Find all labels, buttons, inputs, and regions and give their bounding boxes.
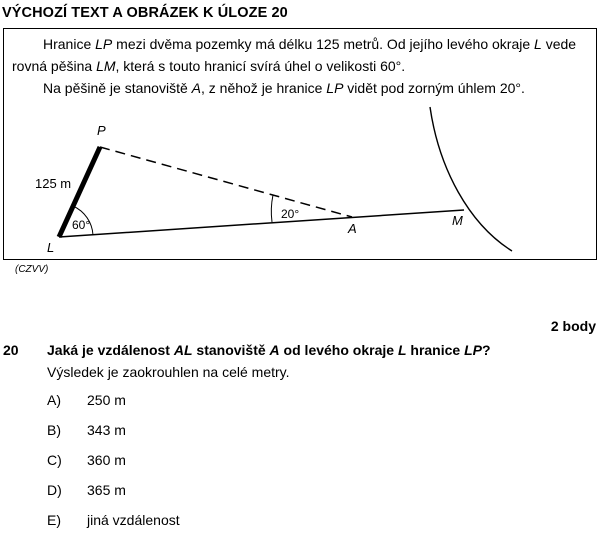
option-b[interactable]: B) 343 m: [47, 422, 126, 438]
label-a: A: [348, 221, 357, 236]
question-number: 20: [3, 342, 19, 358]
intro-line-2: rovná pěšina LM, která s touto hranicí svírá úhel o velikosti 60°.: [12, 58, 406, 74]
question-note: Výsledek je zaokrouhlen na celé metry.: [47, 364, 290, 380]
label-p: P: [97, 123, 106, 138]
option-c[interactable]: C) 360 m: [47, 452, 126, 468]
label-m: M: [452, 213, 463, 228]
intro-line-1: Hranice LP mezi dvěma pozemky má délku 125 metrů. Od jejího levého okraje L vede: [43, 36, 577, 52]
option-e[interactable]: E) jiná vzdálenost: [47, 512, 180, 528]
intro-line-3: Na pěšině je stanoviště A, z něhož je hranice LP vidět pod zorným úhlem 20°.: [43, 80, 525, 96]
angle-label-l: 60°: [72, 218, 91, 232]
sight-line-pa: [100, 147, 352, 217]
geometry-diagram: [4, 29, 598, 261]
angle-arc-a: [271, 195, 273, 222]
label-length: 125 m: [35, 176, 72, 191]
source-note: (CZVV): [15, 264, 49, 275]
answer-options: [47, 392, 180, 542]
option-a[interactable]: A) 250 m: [47, 392, 126, 408]
label-l: L: [47, 240, 55, 255]
question-text: Jaká je vzdálenost AL stanoviště A od levého okraje L hranice LP?: [47, 342, 491, 358]
path-lm: [59, 210, 464, 237]
option-d[interactable]: D) 365 m: [47, 482, 126, 498]
angle-label-a: 20°: [281, 207, 300, 221]
boundary-curve: [430, 107, 512, 251]
points-label: 2 body: [550, 318, 596, 334]
intro-box: [3, 28, 597, 260]
section-heading: VÝCHOZÍ TEXT A OBRÁZEK K ÚLOZE 20: [2, 5, 288, 21]
